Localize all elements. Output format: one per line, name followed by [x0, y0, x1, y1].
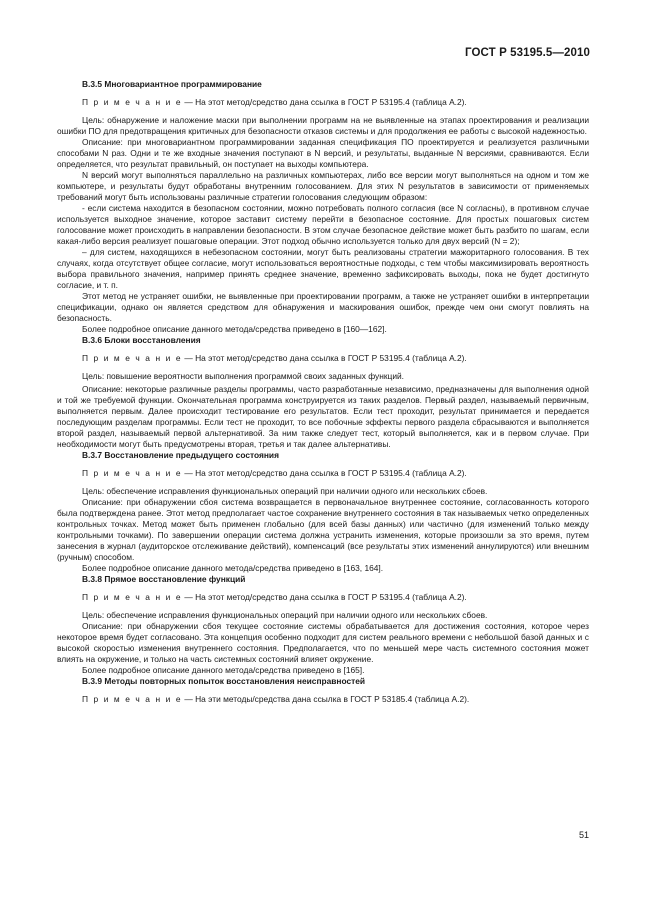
note-label: П р и м е ч а н и е [82, 353, 183, 363]
section-heading-b39: В.3.9 Методы повторных попыток восстановления неисправностей [82, 676, 366, 686]
paragraph: Более подробное описание данного метода/средства приведено в [163, 164]. [82, 563, 384, 573]
paragraph: Цель: обеспечение исправления функциональных операций при наличии одного или нескольких сбоев. [82, 486, 488, 496]
paragraph: Описание: при многовариантном программировании заданная спецификация ПО проектируется и реализуется различными способами N раз. Одни и те же входные значения поступают в N версий, и результаты, выданные N версиями, сравниваются. Если определяется, что результат правильный, он поступает на выходы компьютера. [57, 137, 589, 169]
paragraph: Описание: при обнаружении сбоя система возвращается в первоначальное внутреннее состояние, согласованность которого была подтверждена ранее. Этот метод предполагает частое сохранение внутреннего состояния в так называемых четко определенных контрольных точках. Метод может быть применен глобально (для всей базы данных) или частично (для изменений только между контрольными точками). По завершении операции система должна устранить изменения, которые произошли за это время, путем занесения в журнал (аудиторское отслеживание действий), компенсаций (все результаты этих изменений аннулируются) или внешним (ручным) способом. [57, 497, 589, 562]
paragraph: Описание: некоторые различные разделы программы, часто разработанные независимо, предназначены для выполнения одной и той же требуемой функции. Окончательная программа конструируется из таких разделов. Первый раздел, называемый первичным, выполняется первым. Далее происходит тестирование его результатов. Если тест проходит, результат принимается и передается последующим разделам программы. Если тест не проходит, то все побочные эффекты первого раздела сбрасываются и выполняется второй раздел, называемый первой альтернативой. За ним также следует тест, который выполняется, как и в первом случае. При необходимости могут быть предусмотрены вторая, третья и так далее альтернативы. [57, 384, 589, 449]
section-note [82, 353, 589, 364]
paragraph: Более подробное описание данного метода/средства приведено в [160—162]. [82, 324, 387, 334]
section-note [82, 97, 589, 108]
note-label: П р и м е ч а н и е [82, 468, 183, 478]
section-heading-b35: В.3.5 Многовариантное программирование [82, 79, 262, 89]
note-text: — На этот метод/средство дана ссылка в ГОСТ Р 53195.4 (таблица А.2). [182, 353, 467, 363]
page-number: 51 [578, 830, 589, 840]
note-text: — На этот метод/средство дана ссылка в ГОСТ Р 53195.4 (таблица А.2). [182, 468, 467, 478]
note-text: — На эти методы/средства дана ссылка в ГОСТ Р 53185.4 (таблица А.2). [182, 694, 470, 704]
paragraph: Цель: обнаружение и наложение маски при выполнении программ на не выявленные на этапах проектирования и реализации ошибки ПО для предотвращения критичных для безопасности отказов системы и для продолжения ее работы с высокой надежностью. [57, 115, 589, 136]
note-label: П р и м е ч а н и е [82, 97, 183, 107]
note-text: — На этот метод/средство дана ссылка в ГОСТ Р 53195.4 (таблица А.2). [182, 97, 467, 107]
section-heading-b37: В.3.7 Восстановление предыдущего состояния [82, 450, 279, 460]
paragraph: Описание: при обнаружении сбоя текущее состояние системы обрабатывается для достижения состояния, которое через некоторое время будет согласовано. Эта концепция особенно подходит для систем реального времени с небольшой базой данных и с высокой скоростью изменения внутреннего состояния. Предполагается, что по меньшей мере часть системного состояния может влиять на окружение, и только на часть системных состояний влияет окружение. [57, 621, 589, 664]
paragraph: Этот метод не устраняет ошибки, не выявленные при проектировании программ, а также не устраняет ошибки в интерпретации спецификации, однако он является средством для обнаружения и маскирования ошибок, прежде чем они смогут повлиять на безопасность. [57, 291, 589, 323]
note-label: П р и м е ч а н и е [82, 694, 183, 704]
paragraph: Цель: обеспечение исправления функциональных операций при наличии одного или нескольких сбоев. [82, 610, 488, 620]
paragraph: Более подробное описание данного метода/средства приведено в [165]. [82, 665, 365, 675]
paragraph: Цель: повышение вероятности выполнения программой своих заданных функций. [82, 371, 404, 381]
section-heading-b38: В.3.8 Прямое восстановление функций [82, 574, 246, 584]
paragraph: - если система находится в безопасном состоянии, можно потребовать полного согласия (все N согласны), в противном случае используется выходное значение, которое заставит систему перейти в безопасное состояние. Для простых пошаговых систем голосование может происходить в направлении безопасности. В этом случае безопасное действие может быть разбито по шагам, если какая-либо версия реализует пошаговые операции. Этот подход обычно используется только для двух версий (N = 2); [57, 203, 589, 246]
document-code: ГОСТ Р 53195.5—2010 [465, 47, 590, 59]
note-label: П р и м е ч а н и е [82, 592, 183, 602]
section-note [82, 592, 589, 603]
note-text: — На этот метод/средство дана ссылка в ГОСТ Р 53195.4 (таблица А.2). [182, 592, 467, 602]
section-heading-b36: В.3.6 Блоки восстановления [82, 335, 201, 345]
paragraph: – для систем, находящихся в небезопасном состоянии, могут быть реализованы стратегии мажоритарного голосования. В тех случаях, когда отсутствует общее согласие, могут использоваться вероятностные подходы, с тем чтобы максимизировать вероятность выбора правильного значения, например принять среднее значение, временно зафиксировать выходы, пока не будет достигнуто согласие, и т. п. [57, 247, 589, 290]
page-content [57, 79, 589, 712]
section-note [82, 468, 589, 479]
paragraph: N версий могут выполняться параллельно на различных компьютерах, либо все версии могут выполняться на одном и том же компьютере, и результаты будут обработаны внутренним голосованием. Для этих N результатов в зависимости от применяемых требований могут быть использованы различные стратегии голосования следующим образом: [57, 170, 589, 202]
section-note [82, 694, 589, 705]
